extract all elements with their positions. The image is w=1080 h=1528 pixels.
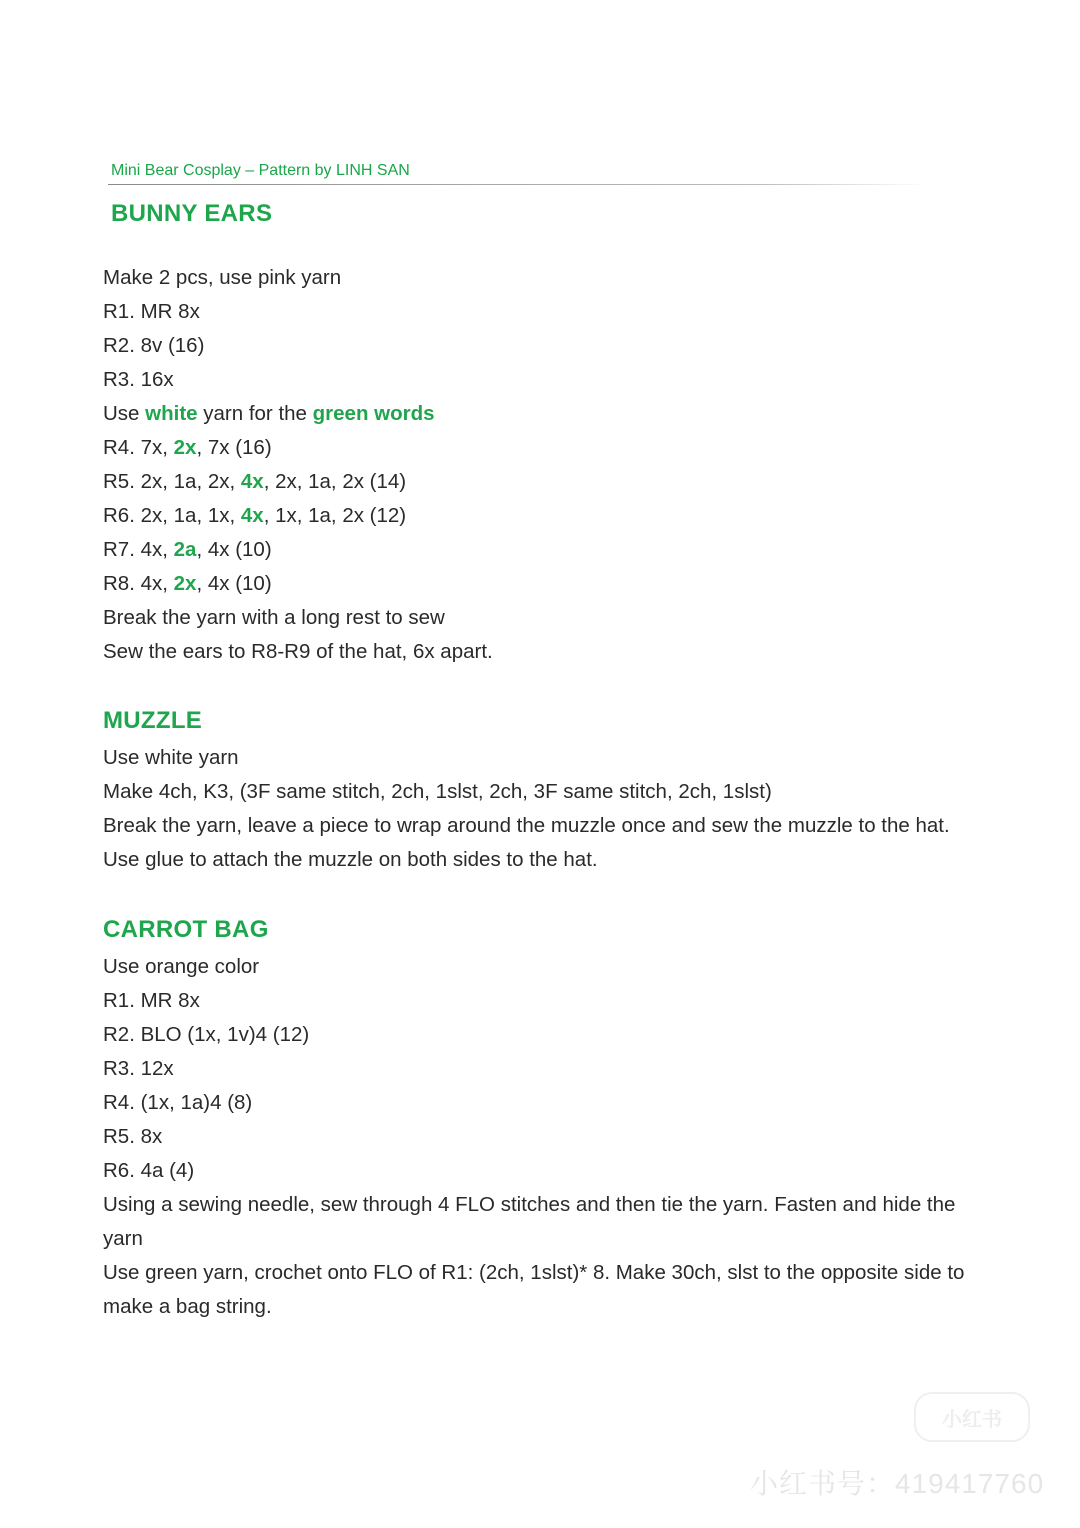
section-title-carrot-bag: CARROT BAG <box>103 916 269 943</box>
watermark-id: 小红书号：419417760 <box>750 1468 1045 1499</box>
bunny-ears-r3: R3. 16x <box>103 368 174 391</box>
bunny-ears-intro: Make 2 pcs, use pink yarn <box>103 266 342 289</box>
bunny-ears-r2: R2. 8v (16) <box>103 334 205 357</box>
carrot-bag-color: Use orange color <box>103 955 260 978</box>
bunny-ears-r7: R7. 4x, 2a, 4x (10) <box>103 538 272 561</box>
header-rule <box>108 184 928 185</box>
muzzle-line-3: Break the yarn, leave a piece to wrap around the muzzle once and sew the muzzle to the hat. <box>103 814 950 837</box>
carrot-bag-r5: R5. 8x <box>103 1125 163 1148</box>
bunny-ears-r1: R1. MR 8x <box>103 300 200 323</box>
section-title-bunny-ears: BUNNY EARS <box>111 200 273 227</box>
bunny-ears-r4: R4. 7x, 2x, 7x (16) <box>103 436 272 459</box>
bunny-ears-break: Break the yarn with a long rest to sew <box>103 606 445 629</box>
bunny-ears-r5: R5. 2x, 1a, 2x, 4x, 2x, 1a, 2x (14) <box>103 470 407 493</box>
carrot-bag-string: Use green yarn, crochet onto FLO of R1: (2ch, 1slst)* 8. Make 30ch, slst to the opposite side to make a bag string. <box>103 1261 965 1318</box>
carrot-bag-r3: R3. 12x <box>103 1057 174 1080</box>
carrot-bag-r6: R6. 4a (4) <box>103 1159 195 1182</box>
muzzle-line-4: Use glue to attach the muzzle on both sides to the hat. <box>103 848 598 871</box>
watermark-logo: 小红书 <box>914 1392 1030 1442</box>
highlight-green-words: green words <box>312 402 435 425</box>
bunny-ears-sew: Sew the ears to R8-R9 of the hat, 6x apart. <box>103 640 493 663</box>
highlight-white: white <box>145 402 198 425</box>
carrot-bag-r2: R2. BLO (1x, 1v)4 (12) <box>103 1023 310 1046</box>
muzzle-line-1: Use white yarn <box>103 746 239 769</box>
muzzle-line-2: Make 4ch, K3, (3F same stitch, 2ch, 1slst, 2ch, 3F same stitch, 2ch, 1slst) <box>103 780 772 803</box>
carrot-bag-sew: Using a sewing needle, sew through 4 FLO stitches and then tie the yarn. Fasten and hide the yarn <box>103 1193 956 1250</box>
section-title-muzzle: MUZZLE <box>103 707 203 734</box>
carrot-bag-r4: R4. (1x, 1a)4 (8) <box>103 1091 253 1114</box>
bunny-ears-r6: R6. 2x, 1a, 1x, 4x, 1x, 1a, 2x (12) <box>103 504 407 527</box>
bunny-ears-color-note: Use white yarn for the green words <box>103 402 435 425</box>
running-header: Mini Bear Cosplay – Pattern by LINH SAN <box>111 162 410 179</box>
bunny-ears-r8: R8. 4x, 2x, 4x (10) <box>103 572 272 595</box>
carrot-bag-r1: R1. MR 8x <box>103 989 200 1012</box>
